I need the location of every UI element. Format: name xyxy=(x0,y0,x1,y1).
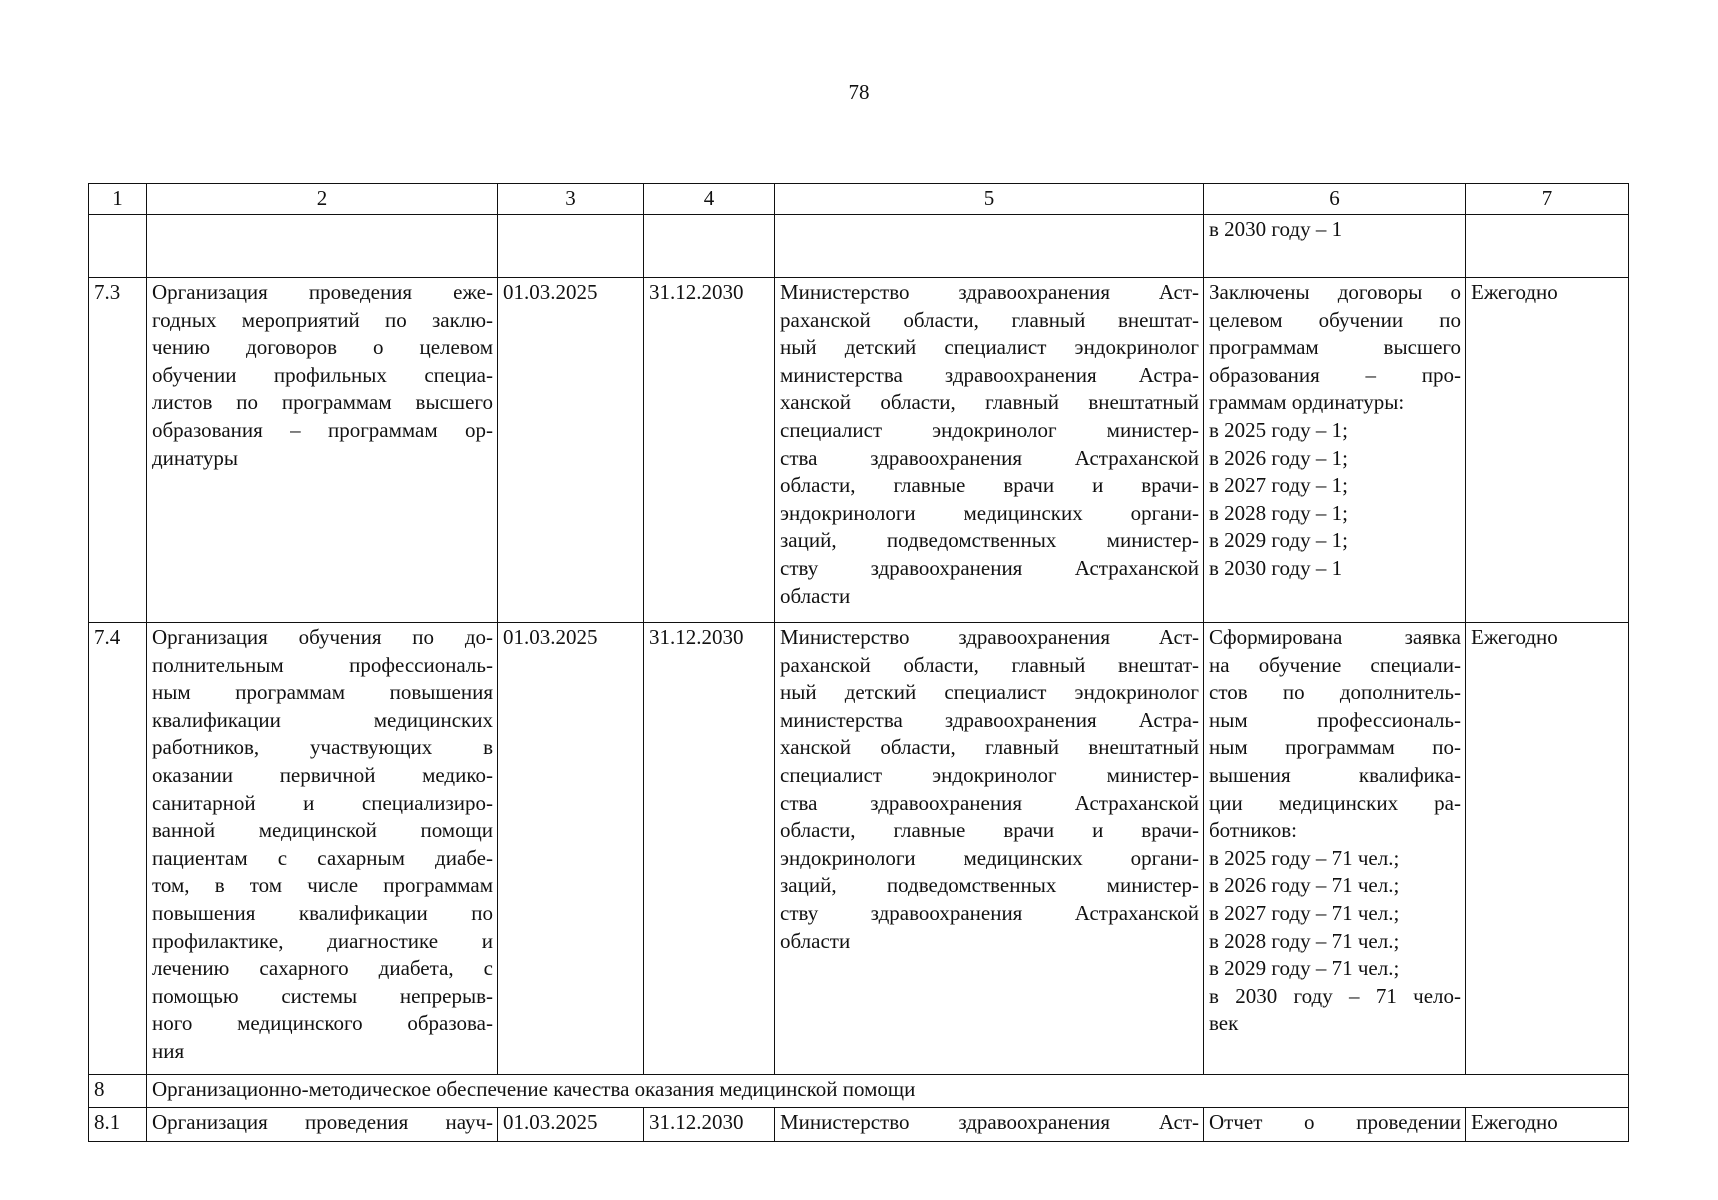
executors-line: министерства здравоохранения Астра- xyxy=(780,362,1199,387)
activity-name-line: работников, участвующих в xyxy=(152,735,493,760)
result-line: в 2030 году – 71 чело- xyxy=(1209,983,1461,1008)
activity-name-line: пациентам с сахарным диабе- xyxy=(152,845,493,870)
activity-name-line: лечению сахарного диабета, с xyxy=(152,956,493,981)
executors-line: Министерство здравоохранения Аст- xyxy=(780,280,1199,304)
periodicity: Ежегодно xyxy=(1466,1108,1629,1142)
executors-line: эндокринологи медицинских органи- xyxy=(780,845,1199,870)
activity-name-line: помощью системы непрерыв- xyxy=(152,983,493,1008)
activity-name-line: том, в том числе программам xyxy=(152,873,493,898)
result-line: в 2030 году – 1 xyxy=(1209,555,1343,580)
result-line: в 2027 году – 71 чел.; xyxy=(1209,900,1400,925)
result-cell xyxy=(1204,278,1466,623)
result-line: в 2028 году – 1; xyxy=(1209,500,1348,525)
result-line: образования – про- xyxy=(1209,362,1461,387)
activity-name-line: квалификации медицинских xyxy=(152,707,493,732)
activity-name-cell xyxy=(147,623,498,1075)
activity-name-line: ным программам повышения xyxy=(152,680,493,705)
activity-name-line: ванной медицинской помощи xyxy=(152,818,493,843)
header-cell-7: 7 xyxy=(1466,184,1629,215)
activity-name-line: полнительным профессиональ- xyxy=(152,652,493,677)
executors-line: ству здравоохранения Астраханской xyxy=(780,900,1199,925)
continuation-row xyxy=(89,215,1629,278)
activity-name-line: образования – программам ор- xyxy=(152,417,493,442)
empty-cell xyxy=(644,215,775,278)
executors-line: ный детский специалист эндокринолог xyxy=(780,335,1199,360)
table-row-8-1 xyxy=(89,1108,1629,1142)
start-date: 01.03.2025 xyxy=(498,1108,644,1142)
row-number: 7.4 xyxy=(89,623,147,1075)
executors-line: ханской области, главный внештатный xyxy=(780,735,1199,760)
result-line: ботников: xyxy=(1209,818,1297,843)
periodicity: Ежегодно xyxy=(1466,278,1629,623)
result-cell xyxy=(1204,1108,1466,1142)
row-number: 8.1 xyxy=(89,1108,147,1142)
end-date: 31.12.2030 xyxy=(644,623,775,1075)
activity-name-line: Организация проведения еже- xyxy=(152,280,493,304)
result-line: целевом обучении по xyxy=(1209,307,1461,332)
activity-name-line: ного медицинского образова- xyxy=(152,1011,493,1036)
start-date: 01.03.2025 xyxy=(498,623,644,1075)
executors-line: заций, подведомственных министер- xyxy=(780,528,1199,553)
activity-name-line: профилактике, диагностике и xyxy=(152,928,493,953)
executors-line: заций, подведомственных министер- xyxy=(780,873,1199,898)
result-line: в 2029 году – 1; xyxy=(1209,528,1348,553)
activity-name-line: годных мероприятий по заклю- xyxy=(152,307,493,332)
result-line: в 2027 году – 1; xyxy=(1209,473,1348,498)
result-line: ным программам по- xyxy=(1209,735,1461,760)
result-line: на обучение специали- xyxy=(1209,652,1461,677)
executors-line: области, главные врачи и врачи- xyxy=(780,473,1199,498)
header-cell-4: 4 xyxy=(644,184,775,215)
result-line: ции медицинских ра- xyxy=(1209,790,1461,815)
executors-line: эндокринологи медицинских органи- xyxy=(780,500,1199,525)
executors-line: ству здравоохранения Астраханской xyxy=(780,555,1199,580)
result-line: граммам ординатуры: xyxy=(1209,390,1405,415)
executors-line: Министерство здравоохранения Аст- xyxy=(780,1110,1199,1134)
executors-line: раханской области, главный внештат- xyxy=(780,307,1199,332)
activity-name-line: санитарной и специализиро- xyxy=(152,790,493,815)
end-date: 31.12.2030 xyxy=(644,1108,775,1142)
activity-name-line: динатуры xyxy=(152,445,238,470)
executors-cell xyxy=(775,623,1204,1075)
activity-name-line: листов по программам высшего xyxy=(152,390,493,415)
executors-line: раханской области, главный внештат- xyxy=(780,652,1199,677)
activity-name-line: оказании первичной медико- xyxy=(152,762,493,787)
result-line: в 2025 году – 1; xyxy=(1209,417,1348,442)
header-row xyxy=(89,184,1629,215)
header-cell-6: 6 xyxy=(1204,184,1466,215)
result-line: в 2025 году – 71 чел.; xyxy=(1209,845,1400,870)
activity-name-line: Организация проведения науч- xyxy=(152,1110,493,1134)
table-row-7-3 xyxy=(89,278,1629,623)
table-row-7-4 xyxy=(89,623,1629,1075)
executors-line: области, главные врачи и врачи- xyxy=(780,818,1199,843)
result-line: в 2026 году – 1; xyxy=(1209,445,1348,470)
executors-line: ханской области, главный внештатный xyxy=(780,390,1199,415)
executors-line: специалист эндокринолог министер- xyxy=(780,417,1199,442)
empty-cell xyxy=(1466,215,1629,278)
section-row-8 xyxy=(89,1075,1629,1108)
executors-line: области xyxy=(780,928,851,953)
executors-line: ства здравоохранения Астраханской xyxy=(780,445,1199,470)
result-line: в 2029 году – 71 чел.; xyxy=(1209,956,1400,981)
empty-cell xyxy=(775,215,1204,278)
end-date: 31.12.2030 xyxy=(644,278,775,623)
executors-line: ства здравоохранения Астраханской xyxy=(780,790,1199,815)
header-cell-2: 2 xyxy=(147,184,498,215)
executors-line: Министерство здравоохранения Аст- xyxy=(780,625,1199,649)
activity-name-line: чению договоров о целевом xyxy=(152,335,493,360)
result-line: ным профессиональ- xyxy=(1209,707,1461,732)
result-cell xyxy=(1204,215,1466,278)
header-cell-1: 1 xyxy=(89,184,147,215)
executors-line: области xyxy=(780,583,851,608)
activity-table xyxy=(88,183,1629,1142)
activity-name-cell xyxy=(147,1108,498,1142)
activity-name-line: Организация обучения по до- xyxy=(152,625,493,649)
result-line: стов по дополнитель- xyxy=(1209,680,1461,705)
header-cell-3: 3 xyxy=(498,184,644,215)
executors-cell xyxy=(775,278,1204,623)
result-line: программам высшего xyxy=(1209,335,1461,360)
periodicity: Ежегодно xyxy=(1466,623,1629,1075)
result-line: Заключены договоры о xyxy=(1209,280,1461,304)
activity-name-line: повышения квалификации по xyxy=(152,900,493,925)
empty-cell xyxy=(89,215,147,278)
result-line: в 2026 году – 71 чел.; xyxy=(1209,873,1400,898)
row-number: 8 xyxy=(89,1075,147,1108)
activity-name-cell xyxy=(147,278,498,623)
result-line: Сформирована заявка xyxy=(1209,625,1461,649)
result-cell xyxy=(1204,623,1466,1075)
start-date: 01.03.2025 xyxy=(498,278,644,623)
executors-cell xyxy=(775,1108,1204,1142)
activity-name-line: ния xyxy=(152,1038,185,1063)
empty-cell xyxy=(147,215,498,278)
result-line: век xyxy=(1209,1011,1239,1036)
section-title: Организационно-методическое обеспечение качества оказания медицинской помощи xyxy=(147,1075,1629,1108)
header-cell-5: 5 xyxy=(775,184,1204,215)
activity-name-line: обучении профильных специа- xyxy=(152,362,493,387)
row-number: 7.3 xyxy=(89,278,147,623)
executors-line: ный детский специалист эндокринолог xyxy=(780,680,1199,705)
result-line: вышения квалифика- xyxy=(1209,762,1461,787)
page-number: 78 xyxy=(848,80,870,104)
empty-cell xyxy=(498,215,644,278)
executors-line: министерства здравоохранения Астра- xyxy=(780,707,1199,732)
result-line: в 2030 году – 1 xyxy=(1209,217,1343,241)
result-line: в 2028 году – 71 чел.; xyxy=(1209,928,1400,953)
result-line: Отчет о проведении xyxy=(1209,1110,1461,1134)
executors-line: специалист эндокринолог министер- xyxy=(780,762,1199,787)
